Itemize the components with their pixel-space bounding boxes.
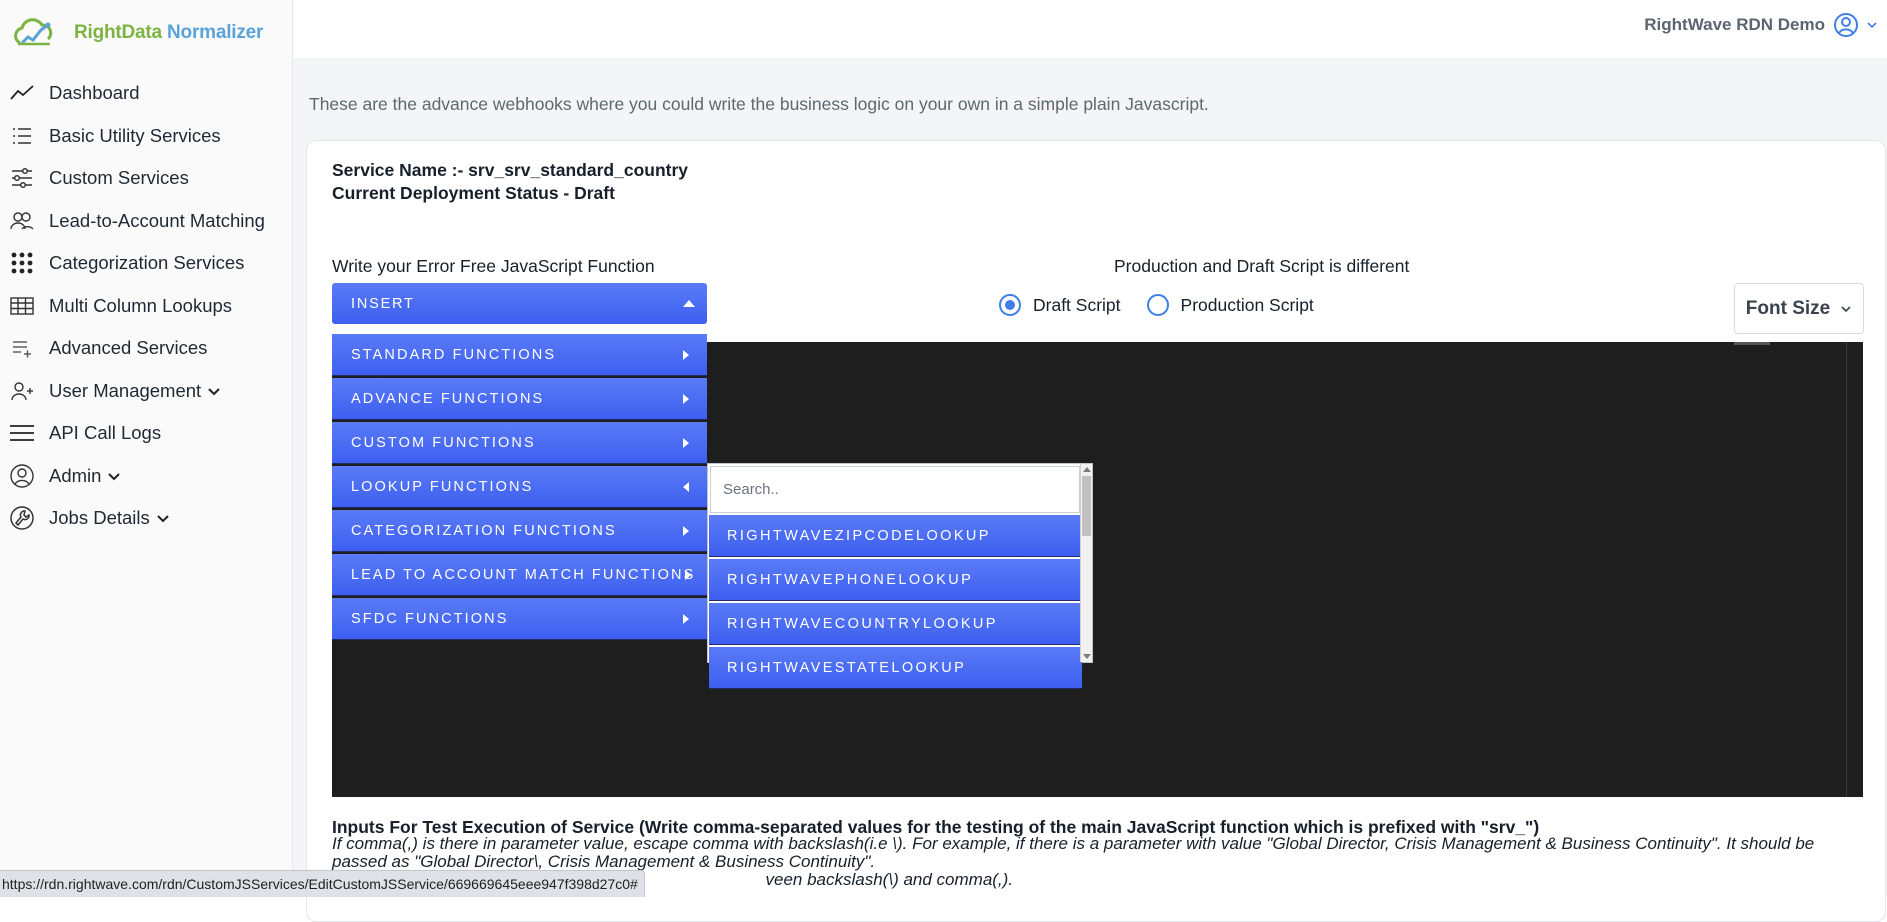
scrollbar-thumb[interactable] bbox=[1082, 476, 1091, 536]
caret-right-icon bbox=[683, 350, 689, 360]
write-function-label: Write your Error Free JavaScript Function bbox=[332, 256, 655, 276]
brand-logo[interactable] bbox=[10, 12, 263, 54]
trend-line-icon bbox=[8, 79, 36, 107]
production-script-label: Production Script bbox=[1180, 294, 1314, 315]
users-icon bbox=[8, 207, 36, 235]
submenu-scrollbar[interactable] bbox=[1080, 464, 1092, 662]
brand-cloud-icon bbox=[10, 13, 56, 53]
sidebar-item-label: Lead-to-Account Matching bbox=[49, 209, 265, 231]
draft-script-radio[interactable] bbox=[999, 294, 1121, 316]
editor-ruler-mark bbox=[1734, 342, 1770, 345]
chevron-down-icon bbox=[1865, 18, 1879, 32]
chevron-down-icon bbox=[207, 384, 221, 398]
table-icon bbox=[8, 292, 36, 320]
submenu-item-phone-lookup[interactable]: RIGHTWAVEPHONELOOKUP bbox=[709, 559, 1082, 601]
menu-item-advance-functions[interactable] bbox=[332, 378, 707, 420]
sidebar-item-advanced-services[interactable] bbox=[0, 327, 292, 370]
user-circle-icon bbox=[8, 462, 36, 490]
insert-button[interactable] bbox=[332, 283, 707, 324]
menu-item-label: LEAD TO ACCOUNT MATCH FUNCTIONS bbox=[351, 566, 696, 583]
sidebar-item-lead-to-account-matching[interactable] bbox=[0, 200, 292, 243]
lookup-functions-submenu bbox=[707, 463, 1093, 676]
menu-item-categorization-functions[interactable] bbox=[332, 510, 707, 552]
sidebar-nav bbox=[0, 72, 292, 540]
service-name: Service Name :- srv_srv_standard_country bbox=[332, 160, 689, 180]
sidebar-item-label: API Call Logs bbox=[49, 422, 162, 444]
menu-item-lead-to-account-match-functions[interactable] bbox=[332, 554, 707, 596]
sidebar-item-label: Multi Column Lookups bbox=[49, 294, 233, 316]
user-plus-icon bbox=[8, 377, 36, 405]
production-script-radio[interactable] bbox=[1147, 294, 1314, 316]
sidebar-item-user-management[interactable] bbox=[0, 370, 292, 413]
test-inputs-title: Inputs For Test Execution of Service (Write comma-separated values for the testing of the main JavaScript function which is prefixed with "srv_") bbox=[332, 817, 1540, 837]
scroll-up-arrow-icon[interactable] bbox=[1083, 467, 1091, 472]
list-add-icon bbox=[8, 334, 36, 362]
user-avatar-icon bbox=[1833, 12, 1859, 38]
sidebar-item-jobs-details[interactable] bbox=[0, 497, 292, 540]
menu-item-label: STANDARD FUNCTIONS bbox=[351, 346, 557, 363]
script-diff-label: Production and Draft Script is different bbox=[1114, 256, 1410, 276]
insert-menu bbox=[332, 334, 707, 642]
sidebar-item-basic-utility-services[interactable] bbox=[0, 115, 292, 158]
menu-item-label: SFDC FUNCTIONS bbox=[351, 610, 509, 627]
sidebar-item-label: Categorization Services bbox=[49, 252, 245, 274]
sidebar-item-admin[interactable] bbox=[0, 455, 292, 498]
submenu-item-country-lookup[interactable]: RIGHTWAVECOUNTRYLOOKUP bbox=[709, 603, 1082, 645]
draft-script-label: Draft Script bbox=[1033, 294, 1121, 315]
intro-text: These are the advance webhooks where you could write the business logic on your own in a simple plain Javascript. bbox=[309, 94, 1209, 114]
deployment-status: Current Deployment Status - Draft bbox=[332, 183, 615, 203]
submenu-item-state-lookup[interactable]: RIGHTWAVESTATELOOKUP bbox=[709, 647, 1082, 689]
caret-right-icon bbox=[683, 614, 689, 624]
caret-left-icon bbox=[683, 482, 689, 492]
sidebar-item-label: Dashboard bbox=[49, 82, 140, 104]
browser-status-url: https://rdn.rightwave.com/rdn/CustomJSServices/EditCustomJSService/669669645eee947f398d27c0# bbox=[0, 870, 645, 897]
sliders-icon bbox=[8, 164, 36, 192]
sidebar-item-label: Basic Utility Services bbox=[49, 124, 221, 146]
sidebar bbox=[0, 0, 293, 897]
sidebar-item-label: User Management bbox=[49, 379, 202, 401]
sidebar-item-dashboard[interactable] bbox=[0, 72, 292, 115]
grid-dots-icon bbox=[8, 249, 36, 277]
submenu-search-input[interactable] bbox=[710, 466, 1080, 513]
sidebar-item-label: Custom Services bbox=[49, 167, 189, 189]
hamburger-icon bbox=[8, 419, 36, 447]
insert-button-label: INSERT bbox=[351, 295, 415, 312]
menu-item-sfdc-functions[interactable] bbox=[332, 598, 707, 640]
caret-right-icon bbox=[683, 438, 689, 448]
list-icon bbox=[8, 122, 36, 150]
caret-right-icon bbox=[683, 526, 689, 536]
chevron-down-icon bbox=[1840, 303, 1852, 315]
caret-right-icon bbox=[683, 394, 689, 404]
brand-name-part2: Normalizer bbox=[167, 22, 264, 43]
menu-item-custom-functions[interactable] bbox=[332, 422, 707, 464]
menu-item-label: CATEGORIZATION FUNCTIONS bbox=[351, 522, 617, 539]
sidebar-item-label: Admin bbox=[49, 464, 102, 486]
submenu-list bbox=[709, 515, 1082, 691]
menu-item-lookup-functions[interactable] bbox=[332, 466, 707, 508]
test-inputs-note: If comma(,) is there in parameter value, escape comma with backslash(i.e \). For example, if there is a parameter with value "Global Director, Crisis Management & Business Continuity". It should be passed as "Global Director\, Crisis Management & Business Continuity". bbox=[332, 834, 1815, 871]
sidebar-item-custom-services[interactable] bbox=[0, 157, 292, 200]
radio-circle bbox=[1147, 294, 1169, 316]
wrench-icon bbox=[8, 504, 36, 532]
script-radio-group bbox=[999, 294, 1340, 316]
menu-item-label: ADVANCE FUNCTIONS bbox=[351, 390, 545, 407]
chevron-down-icon bbox=[156, 511, 170, 525]
user-menu[interactable] bbox=[1644, 12, 1879, 38]
radio-circle-selected bbox=[999, 294, 1021, 316]
font-size-dropdown[interactable] bbox=[1734, 283, 1864, 334]
font-size-label: Font Size bbox=[1745, 297, 1831, 319]
menu-item-label: CUSTOM FUNCTIONS bbox=[351, 434, 536, 451]
submenu-item-zipcode-lookup[interactable]: RIGHTWAVEZIPCODELOOKUP bbox=[709, 515, 1082, 557]
sidebar-item-multi-column-lookups[interactable] bbox=[0, 285, 292, 328]
editor-scrollbar[interactable] bbox=[1846, 342, 1847, 797]
sidebar-item-categorization-services[interactable] bbox=[0, 242, 292, 285]
menu-item-label: LOOKUP FUNCTIONS bbox=[351, 478, 534, 495]
top-bar bbox=[293, 0, 1887, 58]
caret-right-icon bbox=[685, 570, 691, 580]
sidebar-item-api-call-logs[interactable] bbox=[0, 412, 292, 455]
chevron-down-icon bbox=[107, 469, 121, 483]
sidebar-item-label: Advanced Services bbox=[49, 337, 208, 359]
user-name: RightWave RDN Demo bbox=[1644, 15, 1825, 34]
brand-name bbox=[74, 22, 263, 44]
sidebar-item-label: Jobs Details bbox=[49, 507, 150, 529]
menu-item-standard-functions[interactable] bbox=[332, 334, 707, 376]
test-inputs-note-tail: veen backslash(\) and comma(,). bbox=[765, 870, 1014, 889]
brand-name-part1: RightData bbox=[74, 22, 162, 43]
caret-up-icon bbox=[683, 300, 695, 307]
scroll-down-arrow-icon[interactable] bbox=[1083, 654, 1091, 659]
